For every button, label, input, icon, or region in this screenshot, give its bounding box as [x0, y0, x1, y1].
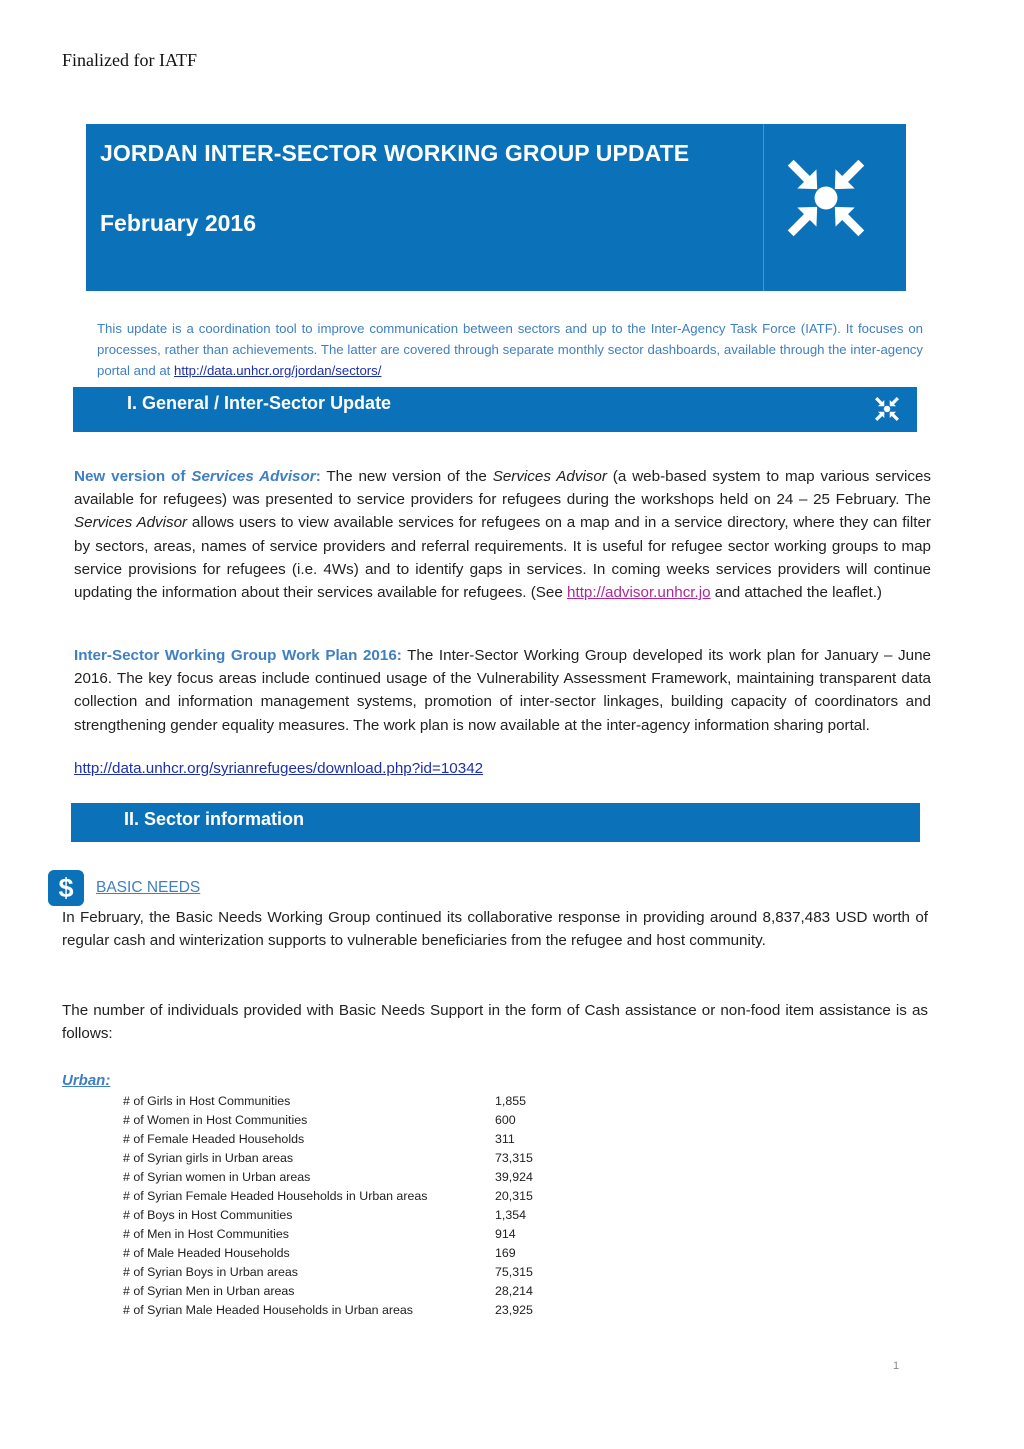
- stat-label: # of Syrian Boys in Urban areas: [123, 1265, 298, 1279]
- stat-label: # of Female Headed Households: [123, 1132, 305, 1146]
- basic-needs-title[interactable]: BASIC NEEDS: [96, 879, 201, 896]
- stat-label: # of Boys in Host Communities: [123, 1208, 293, 1222]
- section-sector-title: II. Sector information: [124, 809, 305, 829]
- stat-value: 311: [495, 1132, 515, 1146]
- stat-row: [123, 1206, 583, 1225]
- basic-needs-paragraph-1: In February, the Basic Needs Working Group continued its collaborative response in providing around 8,837,483 USD worth of regular cash and winterization supports to vulnerable beneficiaries from the refugee and host community.: [62, 909, 928, 950]
- stat-row: [123, 1130, 583, 1149]
- intro-body: This update is a coordination tool to improve communication between sectors and up to the Inter-Agency Task Force (IATF). It focuses on processes, rather than achievements. The latter are covered through separate monthly sector dashboards, available through the inter-agency portal and at: [97, 321, 923, 378]
- stat-value: 914: [495, 1227, 516, 1241]
- section-general-header: [73, 387, 917, 432]
- stat-value: 75,315: [495, 1265, 533, 1279]
- dollar-icon: $: [48, 870, 84, 906]
- stat-label: # of Men in Host Communities: [123, 1227, 289, 1241]
- stat-row: [123, 1301, 583, 1320]
- stat-value: 28,214: [495, 1284, 533, 1298]
- stat-row: [123, 1263, 583, 1282]
- intro-text: [97, 318, 923, 381]
- stat-row: [123, 1225, 583, 1244]
- stat-label: # of Girls in Host Communities: [123, 1094, 291, 1108]
- stat-value: 20,315: [495, 1189, 533, 1203]
- urban-label: Urban:: [62, 1072, 111, 1089]
- stat-row: [123, 1092, 583, 1111]
- stat-label: # of Women in Host Communities: [123, 1113, 308, 1127]
- stat-row: [123, 1282, 583, 1301]
- stat-label: # of Syrian Female Headed Households in Urban areas: [123, 1189, 428, 1203]
- work-plan-link[interactable]: http://data.unhcr.org/syrianrefugees/download.php?id=10342: [74, 760, 484, 777]
- work-plan-paragraph: Inter-Sector Working Group Work Plan 2016: The Inter-Sector Working Group developed its work plan for January – June 2016. The key focus areas include continued usage of the Vulnerability Assessment Framework, maintaining transparent data collection and information management systems, promotion of inter-sector linkages, building capacity of coordinators and strengthening gender equality measures. The work plan is now available at the inter-agency information sharing portal.: [74, 647, 931, 734]
- stat-label: # of Syrian women in Urban areas: [123, 1170, 311, 1184]
- page-number: 1: [893, 1360, 900, 1372]
- report-date: February 2016: [100, 210, 256, 236]
- advisor-link[interactable]: http://advisor.unhcr.jo: [567, 584, 711, 602]
- stat-value: 73,315: [495, 1151, 533, 1165]
- services-advisor-lead: New version of Services Advisor:: [74, 468, 321, 485]
- section-general-title: I. General / Inter-Sector Update: [127, 393, 392, 413]
- stat-row: [123, 1244, 583, 1263]
- stat-row: [123, 1111, 583, 1130]
- arrows-converging-icon: [774, 146, 878, 250]
- work-plan-lead: Inter-Sector Working Group Work Plan 2016:: [74, 647, 402, 664]
- stat-value: 23,925: [495, 1303, 533, 1317]
- stat-label: # of Syrian Male Headed Households in Urban areas: [123, 1303, 413, 1317]
- banner-divider: [763, 124, 764, 291]
- basic-needs-paragraph-2: The number of individuals provided with Basic Needs Support in the form of Cash assistance or non-food item assistance is as follows:: [62, 1002, 928, 1043]
- stat-value: 1,354: [495, 1208, 527, 1222]
- sectors-link[interactable]: http://data.unhcr.org/jordan/sectors/: [173, 363, 382, 378]
- page-title: JORDAN INTER-SECTOR WORKING GROUP UPDATE: [100, 140, 690, 166]
- stat-value: 169: [495, 1246, 516, 1260]
- stat-value: 600: [495, 1113, 516, 1127]
- stat-label: # of Syrian girls in Urban areas: [123, 1151, 294, 1165]
- arrows-converging-icon: [871, 393, 903, 425]
- stat-label: # of Male Headed Households: [123, 1246, 290, 1260]
- stat-value: 1,855: [495, 1094, 527, 1108]
- title-banner: [86, 124, 906, 291]
- stat-row: [123, 1168, 583, 1187]
- header-note: Finalized for IATF: [62, 50, 197, 70]
- stat-row: [123, 1149, 583, 1168]
- stat-row: [123, 1187, 583, 1206]
- services-advisor-paragraph: New version of Services Advisor: The new version of the Services Advisor (a web-based system to map various services available for refugees) was presented to service providers for refugees during the workshops held on 24 – 25 February. The Services Advisor allows users to view available services for refugees on a map and in a service directory, where they can filter by sectors, areas, names of service providers and referral requirements. It is useful for refugee sector working groups to map service provisions for refugees (i.e. 4Ws) and to identify gaps in services. In coming weeks services providers will continue updating the information about their services available for refugees. (See http://advisor.unhcr.jo and attached the leaflet.): [74, 468, 932, 602]
- urban-stats-list: [123, 1092, 583, 1320]
- stat-label: # of Syrian Men in Urban areas: [123, 1284, 295, 1298]
- section-sector-header: [71, 803, 920, 842]
- stat-value: 39,924: [495, 1170, 533, 1184]
